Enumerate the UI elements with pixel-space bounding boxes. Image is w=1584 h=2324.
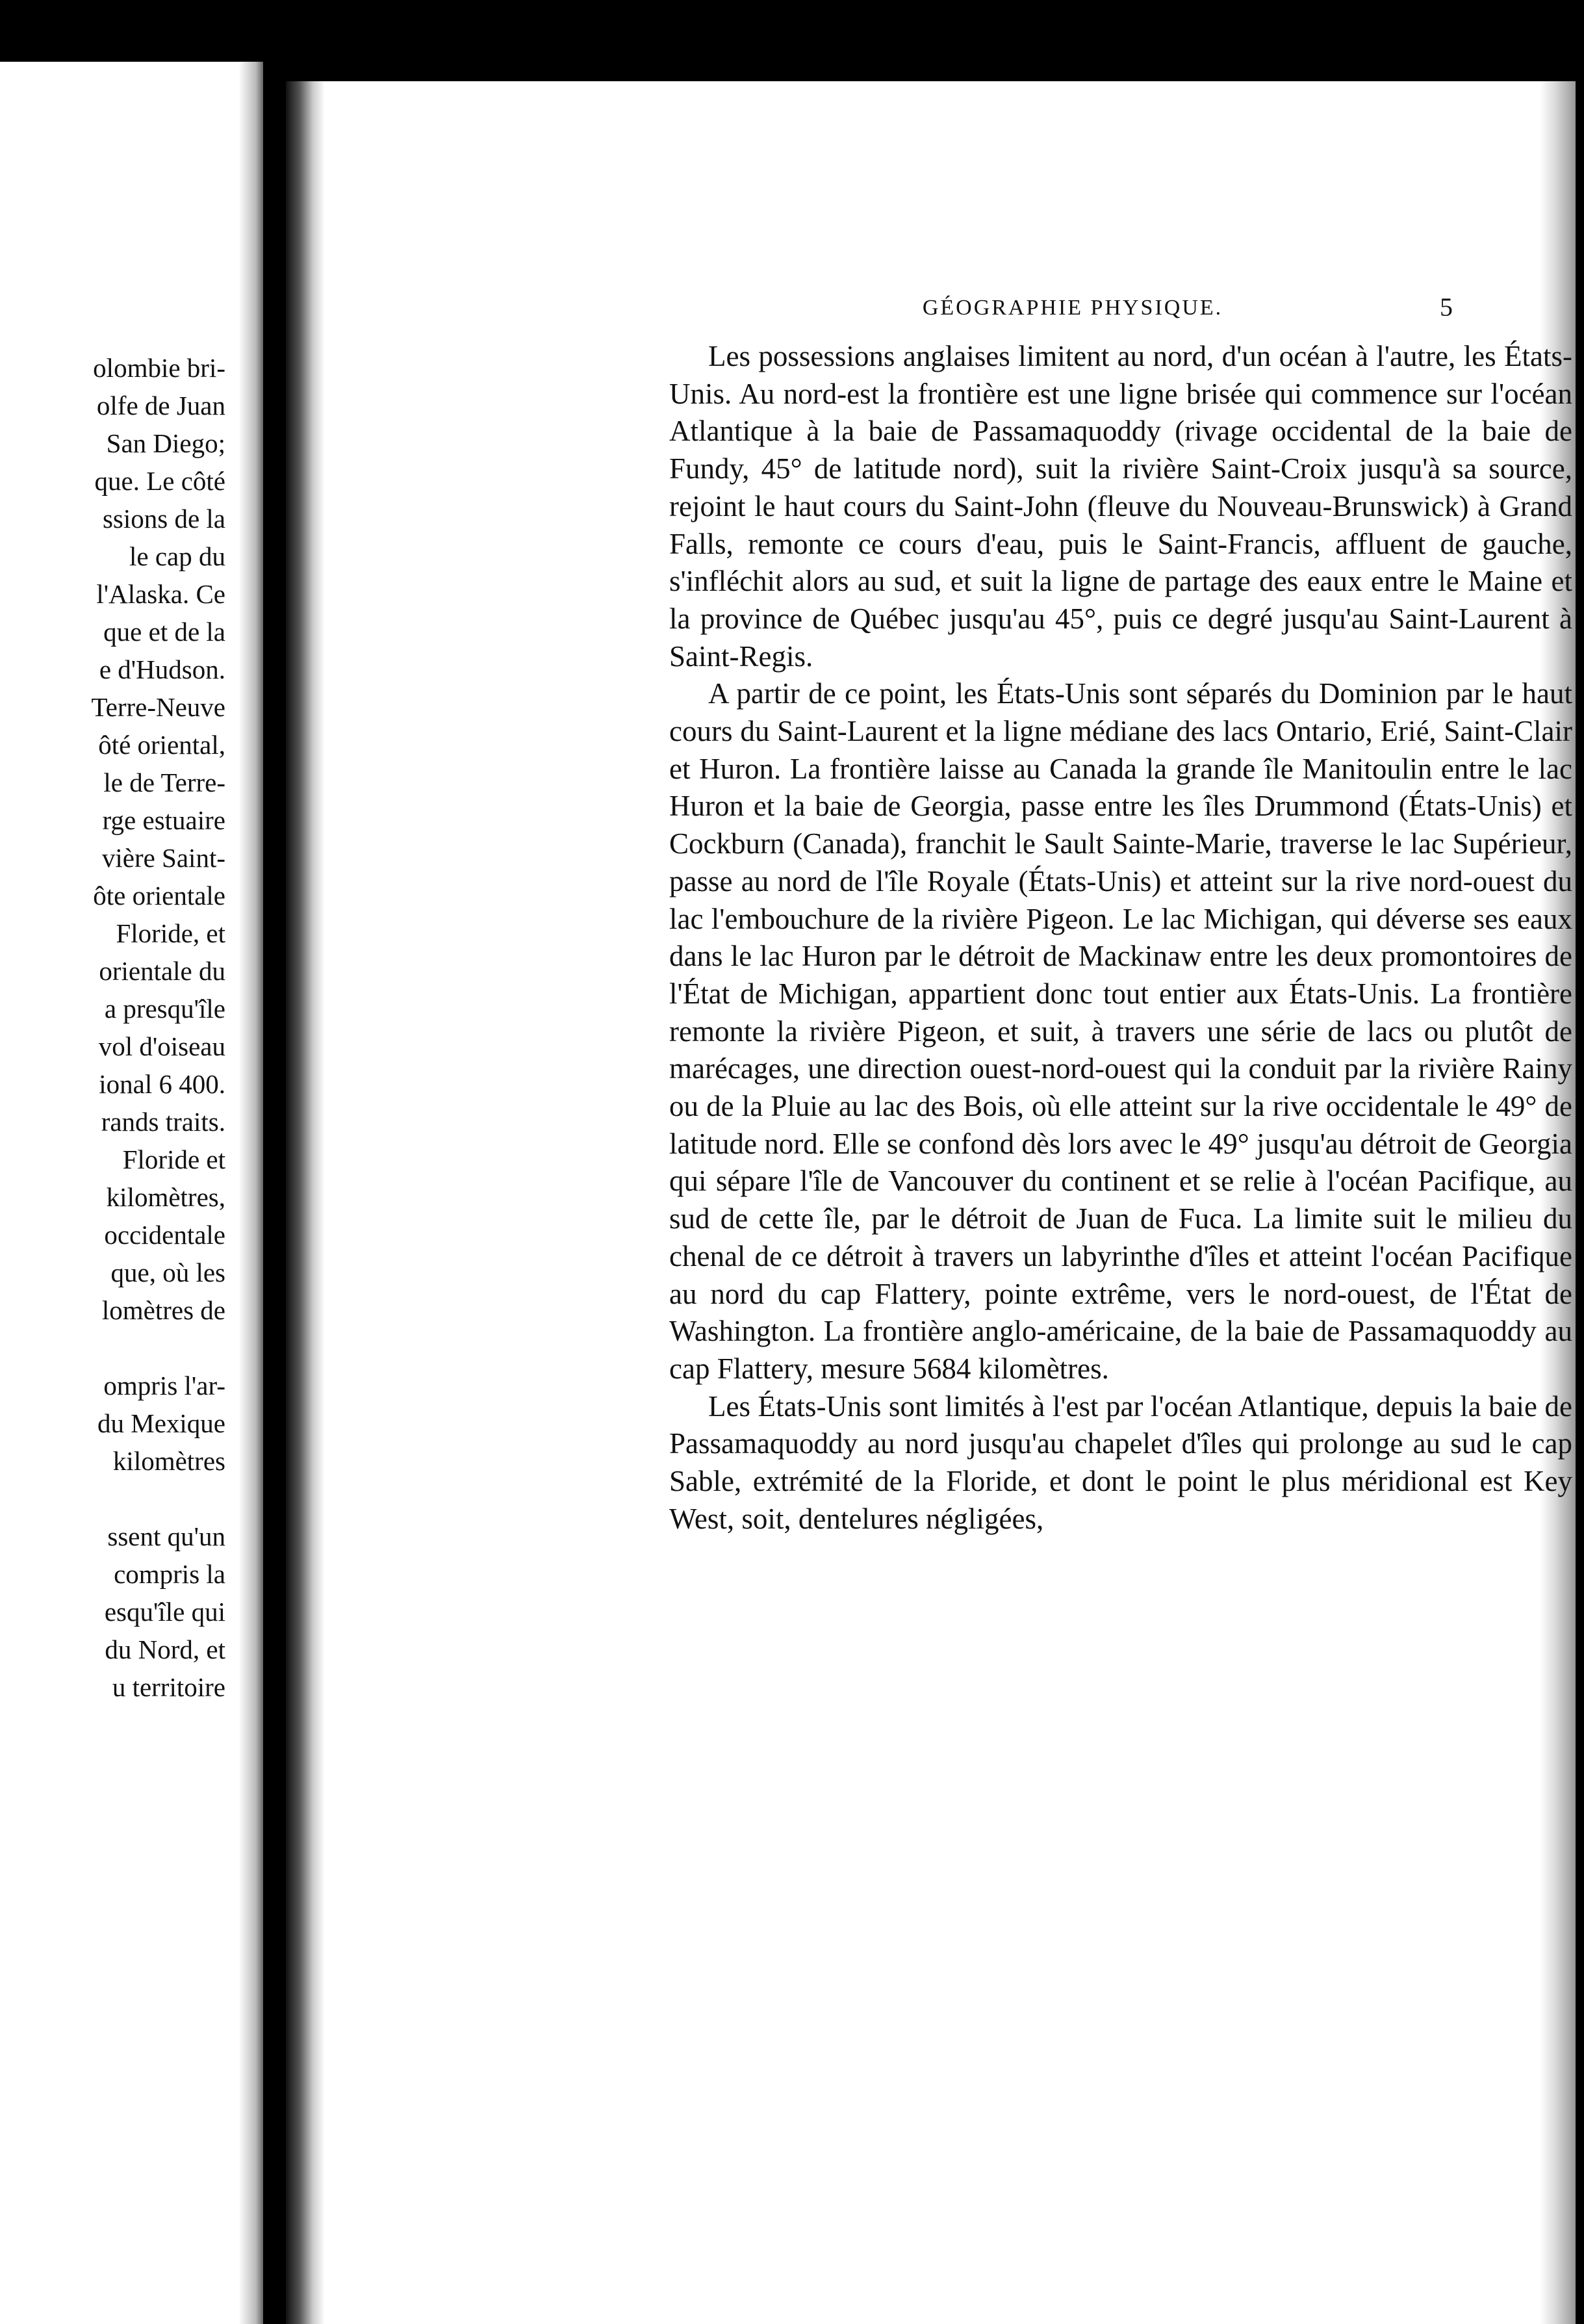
page-number: 5 — [1440, 292, 1453, 322]
left-text-line: vière Saint- — [101, 843, 225, 873]
right-page — [286, 81, 1576, 2324]
book-spine-shadow — [286, 81, 325, 2324]
left-page-text — [0, 349, 225, 1706]
left-text-line: olombie bri- — [93, 353, 225, 383]
paragraph: Les possessions anglaises limitent au nord, d'un océan à l'autre, les États-Unis. Au nord-est la frontière est une ligne brisée qui commence sur l'océan Atlantique à la baie de Passamaquoddy (rivage occidental de la baie de Fundy, 45° de latitude nord), suit la rivière Saint-Croix jusqu'à sa source, rejoint le haut cours du Saint-John (fleuve du Nouveau-Brunswick) à Grand Falls, remonte ce cours d'eau, puis le Saint-Francis, affluent de gauche, s'infléchit alors au sud, et suit la ligne de partage des eaux entre le Maine et la province de Québec jusqu'au 45°, puis ce degré jusqu'au Saint-Laurent à Saint-Regis. — [669, 340, 1572, 673]
left-text-line: ôte orientale — [93, 881, 225, 910]
left-gutter-shadow — [238, 62, 263, 2324]
left-text-line: compris la — [114, 1559, 225, 1589]
left-text-line: orientale du — [99, 956, 225, 986]
page-header — [693, 292, 1453, 335]
left-text-line: ôté oriental, — [98, 730, 225, 760]
left-text-line: vol d'oiseau — [98, 1031, 225, 1061]
left-text-line: ssions de la — [102, 504, 225, 534]
left-text-line: rands traits. — [101, 1107, 225, 1137]
left-text-line: que et de la — [103, 617, 225, 647]
left-text-line: du Mexique — [97, 1408, 225, 1438]
paragraph: Les États-Unis sont limités à l'est par l'océan Atlantique, depuis la baie de Passamaquoddy au nord jusqu'au chapelet d'îles qui prolonge au sud le cap Sable, extrémité de la Floride, et dont le point le plus méridional est Key West, soit, dentelures négligées, — [669, 1389, 1572, 1535]
left-text-line: lomètres de — [101, 1295, 225, 1325]
running-head: GÉOGRAPHIE PHYSIQUE. — [922, 296, 1223, 320]
left-text-line: San Diego; — [106, 428, 225, 458]
left-text-line: a presqu'île — [104, 994, 225, 1024]
left-text-line: ssent qu'un — [107, 1521, 225, 1551]
left-text-line: le cap du — [129, 541, 225, 571]
left-text-line: Terre-Neuve — [91, 692, 225, 722]
line-gap — [0, 1480, 225, 1517]
left-text-line: rge estuaire — [102, 805, 225, 835]
left-facing-page — [0, 62, 263, 2324]
left-text-line: ompris l'ar- — [103, 1371, 225, 1401]
body-text — [669, 338, 1572, 1538]
left-text-line: kilomètres — [112, 1446, 225, 1476]
left-text-line: que. Le côté — [94, 466, 225, 496]
left-text-line: que, où les — [110, 1258, 225, 1287]
paragraph: A partir de ce point, les États-Unis sont séparés du Dominion par le haut cours du Saint-Laurent et la ligne médiane des lacs Ontario, Erié, Saint-Clair et Huron. La frontière laisse au Canada la grande île Manitoulin entre le lac Huron et la baie de Georgia, passe entre les îles Drummond (États-Unis) et Cockburn (Canada), franchit le Sault Sainte-Marie, traverse le lac Supérieur, passe au nord de l'île Royale (États-Unis) et atteint sur la rive nord-ouest du lac l'embouchure de la rivière Pigeon. Le lac Michigan, qui déverse ses eaux dans le lac Huron par le détroit de Mackinaw entre les deux promontoires de l'État de Michigan, appartient donc tout entier aux États-Unis. La frontière remonte la rivière Pigeon, et suit, à travers une série de lacs ou plutôt de marécages, une direction ouest-nord-ouest qui la conduit par la rivière Rainy ou de la Pluie au lac des Bois, où elle atteint sur la rive occidentale le 49° de latitude nord. Elle se confond dès lors avec le 49° jusqu'au détroit de Georgia qui sépare l'île de Vancouver du continent et se relie à l'océan Pacifique, au sud de cette île, par le détroit de Juan de Fuca. La limite suit le milieu du chenal de ce détroit à travers un labyrinthe d'îles et atteint l'océan Pacifique au nord du cap Flattery, pointe extrême, vers le nord-ouest, de l'État de Washington. La frontière anglo-américaine, de la baie de Passamaquoddy au cap Flattery, mesure 5684 kilomètres. — [669, 677, 1572, 1385]
left-text-line: olfe de Juan — [96, 391, 225, 420]
left-text-line: esqu'île qui — [104, 1597, 225, 1627]
line-gap — [0, 1329, 225, 1367]
left-text-line: Floride et — [122, 1144, 225, 1174]
left-text-line: le de Terre- — [103, 768, 225, 797]
left-text-line: e d'Hudson. — [99, 654, 225, 684]
left-text-line: u territoire — [112, 1672, 225, 1702]
left-text-line: l'Alaska. Ce — [96, 579, 225, 609]
left-text-line: Floride, et — [116, 918, 225, 948]
left-text-line: kilomètres, — [106, 1182, 225, 1212]
left-text-line: occidentale — [104, 1220, 225, 1250]
left-text-line: du Nord, et — [105, 1634, 225, 1664]
left-text-line: ional 6 400. — [99, 1069, 225, 1099]
